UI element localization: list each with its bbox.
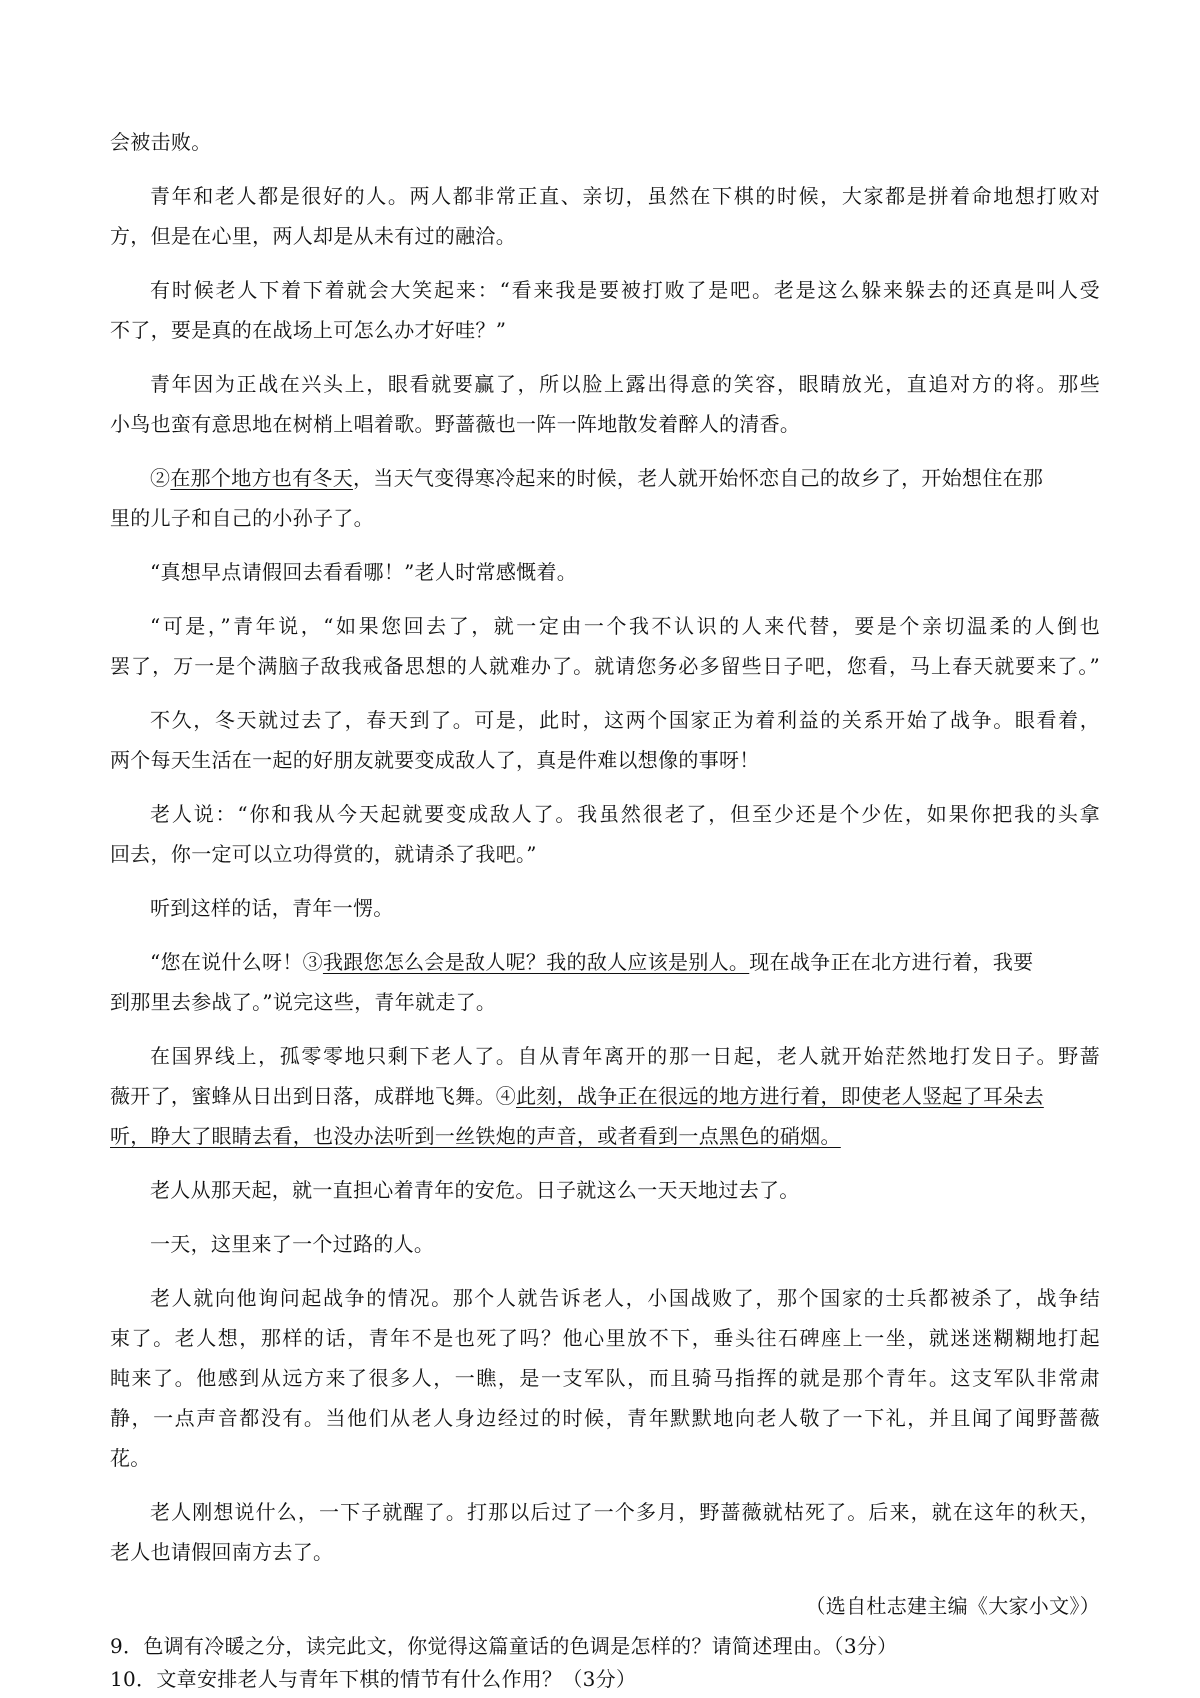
text-line: “可是，”青年说，“如果您回去了，就一定由一个我不认识的人来代替，要是个亲切温柔的人倒也 xyxy=(150,614,1100,638)
text-line: 束了。老人想，那样的话，青年不是也死了吗？他心里放不下，垂头往石碑座上一坐，就迷迷糊糊地打起 xyxy=(110,1326,1100,1350)
text-line: 罢了，万一是个满脑子敌我戒备思想的人就难办了。就请您务必多留些日子吧，您看，马上春天就要来了。” xyxy=(110,654,1100,678)
text-line: 里的儿子和自己的小孙子了。 xyxy=(110,506,374,530)
source-citation: （选自杜志建主编《大家小文》） xyxy=(805,1594,1100,1618)
text-line: 会被击败。 xyxy=(110,130,212,154)
question-9: 9．色调有冷暖之分，读完此文，你觉得这篇童话的色调是怎样的？请简述理由。（3分） xyxy=(110,1634,898,1658)
underlined-phrase-4: 此刻，战争正在很远的地方进行着，即使老人竖起了耳朵去 xyxy=(516,1084,1044,1108)
text-line: 老人也请假回南方去了。 xyxy=(110,1540,334,1564)
text-line: 有时候老人下着下着就会大笑起来：“看来我是要被打败了是吧。老是这么躲来躲去的还真是叫人受 xyxy=(150,278,1100,302)
text-line: 盹来了。他感到从远方来了很多人，一瞧，是一支军队，而且骑马指挥的就是那个青年。这支军队非常肃 xyxy=(110,1366,1100,1390)
text-line: 青年和老人都是很好的人。两人都非常正直、亲切，虽然在下棋的时候，大家都是拼着命地想打败对 xyxy=(150,184,1100,208)
text-line: 在国界线上，孤零零地只剩下老人了。自从青年离开的那一日起，老人就开始茫然地打发日子。野蔷 xyxy=(150,1044,1100,1068)
text-line xyxy=(150,948,1100,976)
text-line: “真想早点请假回去看看哪！”老人时常感慨着。 xyxy=(150,560,578,584)
text-line: 静，一点声音都没有。当他们从老人身边经过的时候，青年默默地向老人敬了一下礼，并且闻了闻野蔷薇 xyxy=(110,1406,1100,1430)
text-run: ，当天气变得寒冷起来的时候，老人就开始怀恋自己的故乡了，开始想住在那 xyxy=(353,466,1044,490)
text-run: 现在战争正在北方进行着，我要 xyxy=(749,950,1034,974)
question-10: 10．文章安排老人与青年下棋的情节有什么作用？（3分） xyxy=(110,1667,637,1691)
text-line: 不了，要是真的在战场上可怎么办才好哇？” xyxy=(110,318,507,342)
text-line: 一天，这里来了一个过路的人。 xyxy=(150,1232,435,1256)
text-line xyxy=(150,464,1100,492)
text-line: 方，但是在心里，两人却是从未有过的融洽。 xyxy=(110,224,516,248)
text-line xyxy=(110,1082,1100,1110)
text-line: 不久，冬天就过去了，春天到了。可是，此时，这两个国家正为着利益的关系开始了战争。眼看着， xyxy=(150,708,1100,732)
text-line xyxy=(110,1122,1100,1150)
text-line: 到那里去参战了。”说完这些，青年就走了。 xyxy=(110,990,497,1014)
marker-2: ② xyxy=(150,466,171,490)
text-line: 两个每天生活在一起的好朋友就要变成敌人了，真是件难以想像的事呀！ xyxy=(110,748,760,772)
text-line: 老人说：“你和我从今天起就要变成敌人了。我虽然很老了，但至少还是个少佐，如果你把我的头拿 xyxy=(150,802,1100,826)
text-run: “您在说什么呀！③ xyxy=(150,950,323,974)
text-run: 薇开了，蜜蜂从日出到日落，成群地飞舞。④ xyxy=(110,1084,516,1108)
text-line: 老人刚想说什么，一下子就醒了。打那以后过了一个多月，野蔷薇就枯死了。后来，就在这年的秋天， xyxy=(150,1500,1100,1524)
underlined-phrase-2: 在那个地方也有冬天 xyxy=(170,466,354,490)
text-line: 回去，你一定可以立功得赏的，就请杀了我吧。” xyxy=(110,842,537,866)
text-line: 老人从那天起，就一直担心着青年的安危。日子就这么一天天地过去了。 xyxy=(150,1178,800,1202)
text-line: 青年因为正战在兴头上，眼看就要赢了，所以脸上露出得意的笑容，眼睛放光，直追对方的将。那些 xyxy=(150,372,1100,396)
underlined-phrase-4-cont: 听，睁大了眼睛去看，也没办法听到一丝铁炮的声音，或者看到一点黑色的硝烟。 xyxy=(110,1124,841,1148)
underlined-phrase-3: 我跟您怎么会是敌人呢？我的敌人应该是别人。 xyxy=(322,950,750,974)
text-line: 花。 xyxy=(110,1446,151,1470)
text-line: 老人就向他询问起战争的情况。那个人就告诉老人，小国战败了，那个国家的士兵都被杀了，战争结 xyxy=(150,1286,1100,1310)
text-line: 听到这样的话，青年一愣。 xyxy=(150,896,394,920)
text-line: 小鸟也蛮有意思地在树梢上唱着歌。野蔷薇也一阵一阵地散发着醉人的清香。 xyxy=(110,412,801,436)
